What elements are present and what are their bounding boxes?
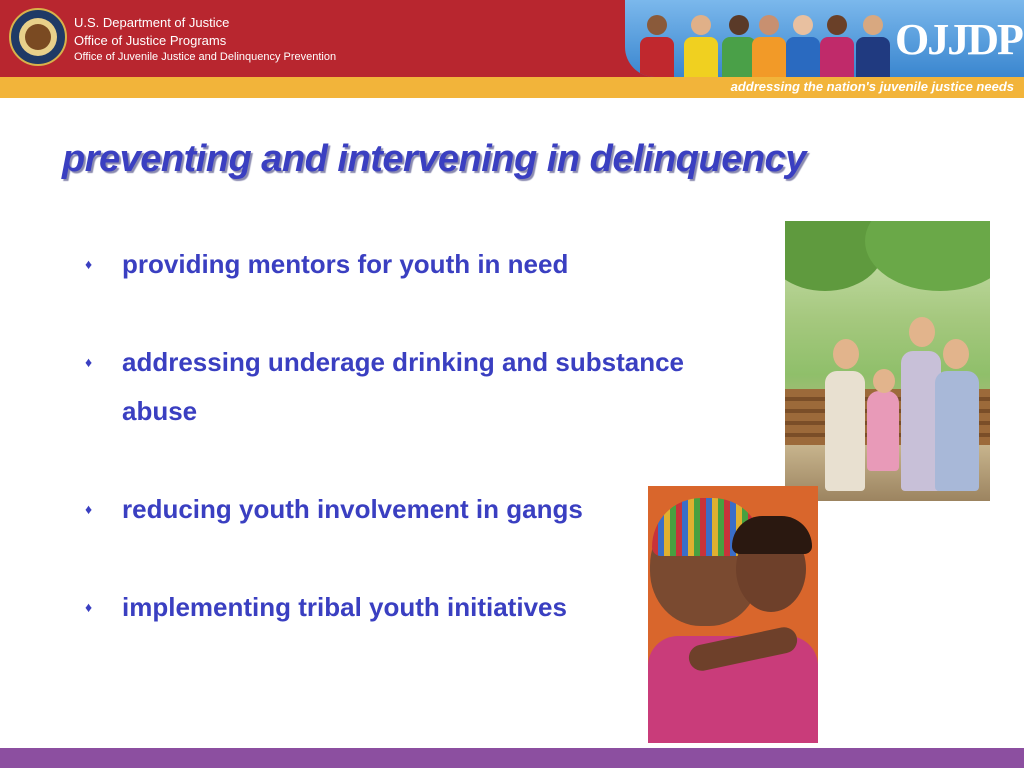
bullet-text: addressing underage drinking and substance abuse — [122, 347, 685, 426]
footer-bar — [0, 748, 1024, 768]
bullet-text: reducing youth involvement in gangs — [122, 494, 583, 524]
ojjdp-logo: OJJDP — [895, 15, 1022, 64]
diamond-bullet-icon: ♦ — [85, 501, 93, 517]
dept-line-2: Office of Justice Programs — [74, 33, 227, 48]
dept-line-1: U.S. Department of Justice — [74, 15, 230, 30]
doj-seal-icon — [9, 8, 67, 66]
family-on-bench-photo — [785, 221, 990, 501]
diamond-bullet-icon: ♦ — [85, 256, 93, 272]
diamond-bullet-icon: ♦ — [85, 354, 93, 370]
diamond-bullet-icon: ♦ — [85, 599, 93, 615]
header-tagline: addressing the nation's juvenile justice needs — [730, 79, 1014, 94]
slide-header — [0, 0, 1024, 100]
bullet-text: implementing tribal youth initiatives — [122, 592, 567, 622]
mother-and-child-photo — [648, 486, 818, 743]
dept-line-3: Office of Juvenile Justice and Delinquency Prevention — [74, 51, 337, 63]
bullet-text: providing mentors for youth in need — [122, 249, 569, 279]
slide-title: preventing and intervening in delinquency — [62, 138, 806, 180]
